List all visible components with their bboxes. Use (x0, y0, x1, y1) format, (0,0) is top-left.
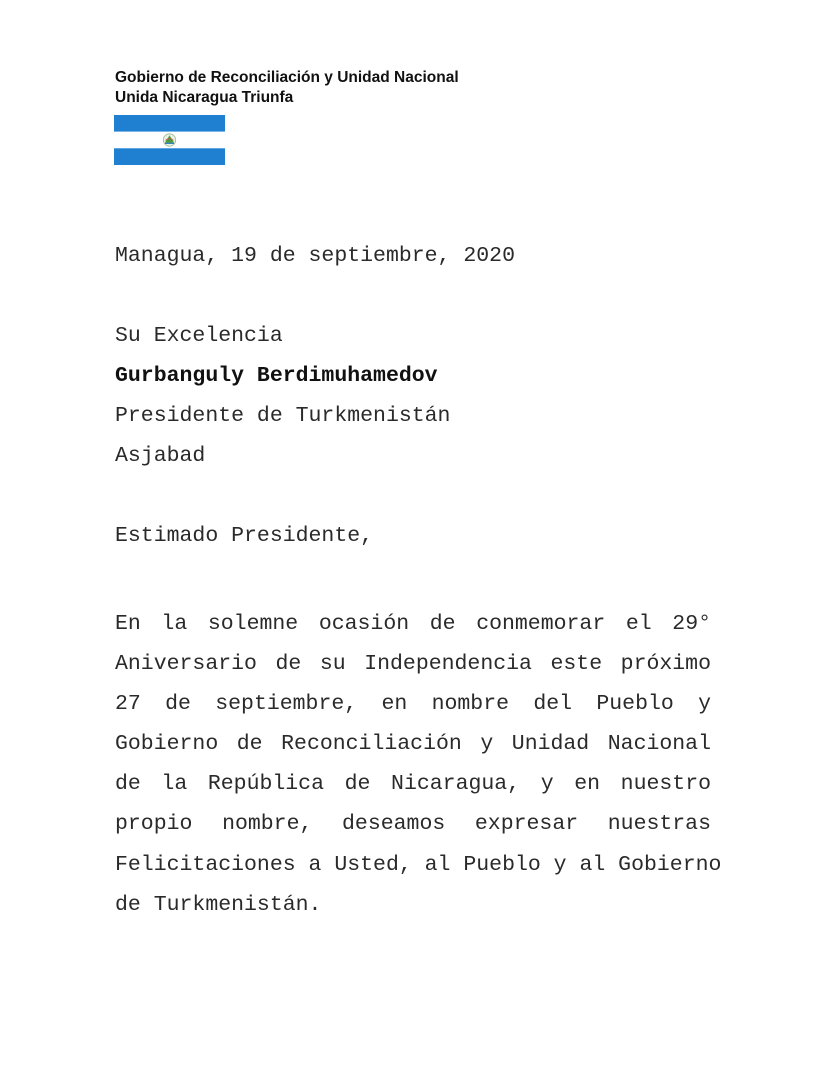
letterhead-slogan: Unida Nicaragua Triunfa (115, 89, 294, 106)
flag-bottom-stripe (114, 148, 225, 165)
body-line: de la República de Nicaragua, y en nuestro (115, 772, 711, 797)
nicaragua-flag-icon (114, 115, 225, 165)
recipient-name: Gurbanguly Berdimuhamedov (115, 364, 438, 388)
body-line: 27 de septiembre, en nombre del Pueblo y (115, 692, 711, 717)
body-line: de Turkmenistán. (115, 892, 322, 917)
recipient-honorific: Su Excelencia (115, 324, 283, 348)
letter-body (115, 604, 722, 925)
letter-date: Managua, 19 de septiembre, 2020 (115, 244, 515, 268)
recipient-title: Presidente de Turkmenistán (115, 404, 451, 428)
letter-salutation: Estimado Presidente, (115, 524, 374, 548)
body-line: Gobierno de Reconciliación y Unidad Nacional (115, 732, 711, 757)
flag-top-stripe (114, 115, 225, 132)
letterhead (115, 68, 459, 108)
body-line: Felicitaciones a Usted, al Pueblo y al Gobierno (115, 852, 722, 877)
body-line: Aniversario de su Independencia este próximo (115, 652, 711, 677)
body-line: propio nombre, deseamos expresar nuestras (115, 812, 711, 837)
letterhead-government-name: Gobierno de Reconciliación y Unidad Nacional (115, 69, 459, 86)
flag-emblem (163, 134, 175, 146)
body-line: En la solemne ocasión de conmemorar el 29° (115, 612, 711, 636)
recipient-city: Asjabad (115, 444, 206, 468)
